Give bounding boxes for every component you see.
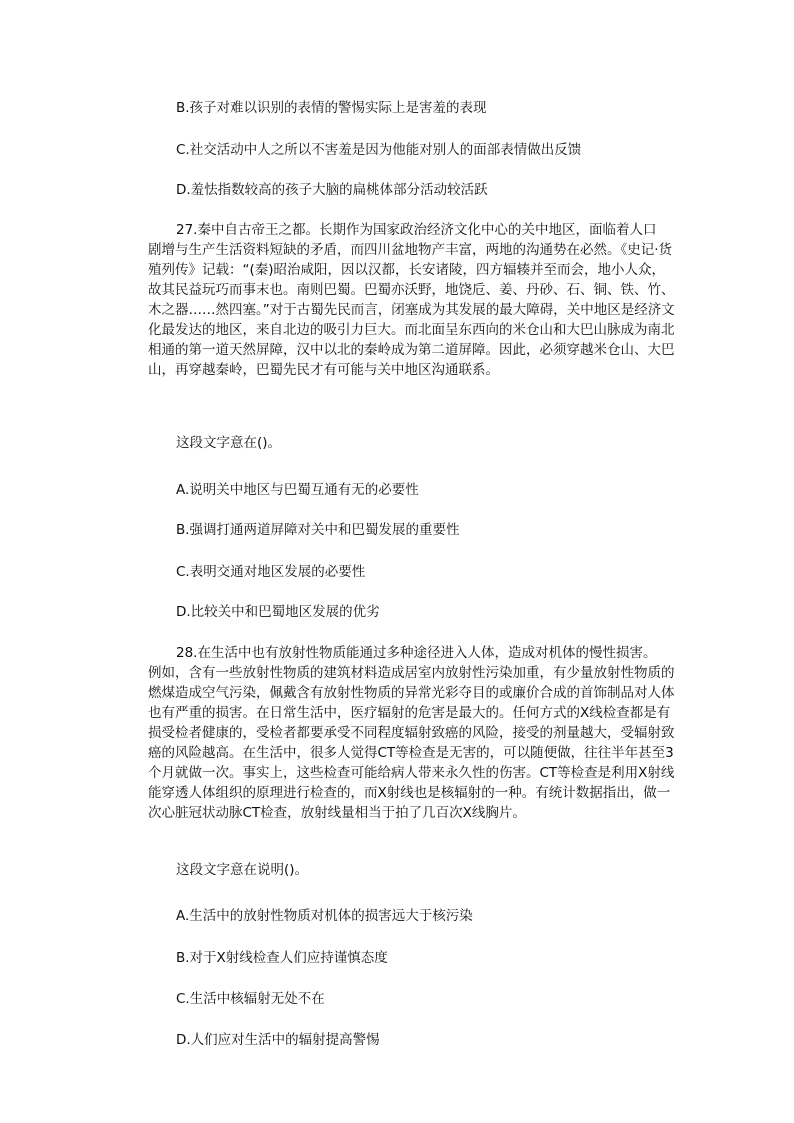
paragraph-line: 化最发达的地区，来自北边的吸引力巨大。而北面呈东西向的米仓山和大巴山脉成为南北 xyxy=(148,322,675,338)
paragraph-line: 27.秦中自古帝王之都。长期作为国家政治经济文化中心的关中地区，面临着人口 xyxy=(176,222,657,238)
paragraph-line: 相通的第一道天然屏障，汉中以北的秦岭成为第二道屏障。因此，必须穿越米仓山、大巴 xyxy=(148,342,675,358)
paragraph-line: 例如，含有一些放射性物质的建筑材料造成居室内放射性污染加重，有少量放射性物质的 xyxy=(148,665,675,681)
paragraph-line: 山，再穿越秦岭，巴蜀先民才有可能与关中地区沟通联系。 xyxy=(148,362,499,378)
paragraph-line: 28.在生活中也有放射性物质能通过多种途径进入人体，造成对机体的慢性损害。 xyxy=(176,645,657,661)
answer-option: A.生活中的放射性物质对机体的损害远大于核污染 xyxy=(176,908,473,924)
paragraph-line: 故其民益玩巧而事末也。南则巴蜀。巴蜀亦沃野，地饶卮、姜、丹砂、石、铜、铁、竹、 xyxy=(148,282,675,298)
paragraph-line: 木之器……然四塞。”对于古蜀先民而言，闭塞成为其发展的最大障碍，关中地区是经济文 xyxy=(148,302,675,318)
paragraph-line: 次心脏冠状动脉CT检查，放射线量相当于拍了几百次X线胸片。 xyxy=(148,805,526,821)
paragraph-line: 殖列传》记载：“(秦)昭治咸阳，因以汉都，长安诸陵，四方辐辏并至而会，地小人众， xyxy=(148,262,666,278)
paragraph-line: 能穿透人体组织的原理进行检查的，而X射线也是核辐射的一种。有统计数据指出，做一 xyxy=(148,785,671,801)
answer-option: B.强调打通两道屏障对关中和巴蜀发展的重要性 xyxy=(176,522,460,538)
question-prompt: 这段文字意在说明()。 xyxy=(176,862,309,878)
answer-option: B.对于X射线检查人们应持谨慎态度 xyxy=(176,950,388,966)
question-prompt: 这段文字意在()。 xyxy=(176,435,282,451)
paragraph-line: 燃煤造成空气污染，佩戴含有放射性物质的异常光彩夺目的或廉价合成的首饰制品对人体 xyxy=(148,685,675,701)
option-26-d: D.羞怯指数较高的孩子大脑的扁桃体部分活动较活跃 xyxy=(176,182,488,198)
paragraph-line: 剧增与生产生活资料短缺的矛盾，而四川盆地物产丰富，两地的沟通势在必然。《史记·货 xyxy=(148,242,673,258)
paragraph-line: 损受检者健康的，受检者都要承受不同程度辐射致癌的风险，接受的剂量越大，受辐射致 xyxy=(148,725,675,741)
paragraph-line: 个月就做一次。事实上，这些检查可能给病人带来永久性的伤害。CT等检查是利用X射线 xyxy=(148,765,675,781)
paragraph-line: 癌的风险越高。在生活中，很多人觉得CT等检查是无害的，可以随便做，往往半年甚至3 xyxy=(148,745,674,761)
answer-option: D.比较关中和巴蜀地区发展的优劣 xyxy=(176,604,380,620)
option-26-b: B.孩子对难以识别的表情的警惕实际上是害羞的表现 xyxy=(176,100,487,116)
option-26-c: C.社交活动中人之所以不害羞是因为他能对别人的面部表情做出反馈 xyxy=(176,142,582,158)
answer-option: C.生活中核辐射无处不在 xyxy=(176,991,325,1007)
answer-option: D.人们应对生活中的辐射提高警惕 xyxy=(176,1032,380,1048)
answer-option: C.表明交通对地区发展的必要性 xyxy=(176,564,366,580)
paragraph-line: 也有严重的损害。在日常生活中，医疗辐射的危害是最大的。任何方式的X线检查都是有 xyxy=(148,705,671,721)
answer-option: A.说明关中地区与巴蜀互通有无的必要性 xyxy=(176,482,419,498)
